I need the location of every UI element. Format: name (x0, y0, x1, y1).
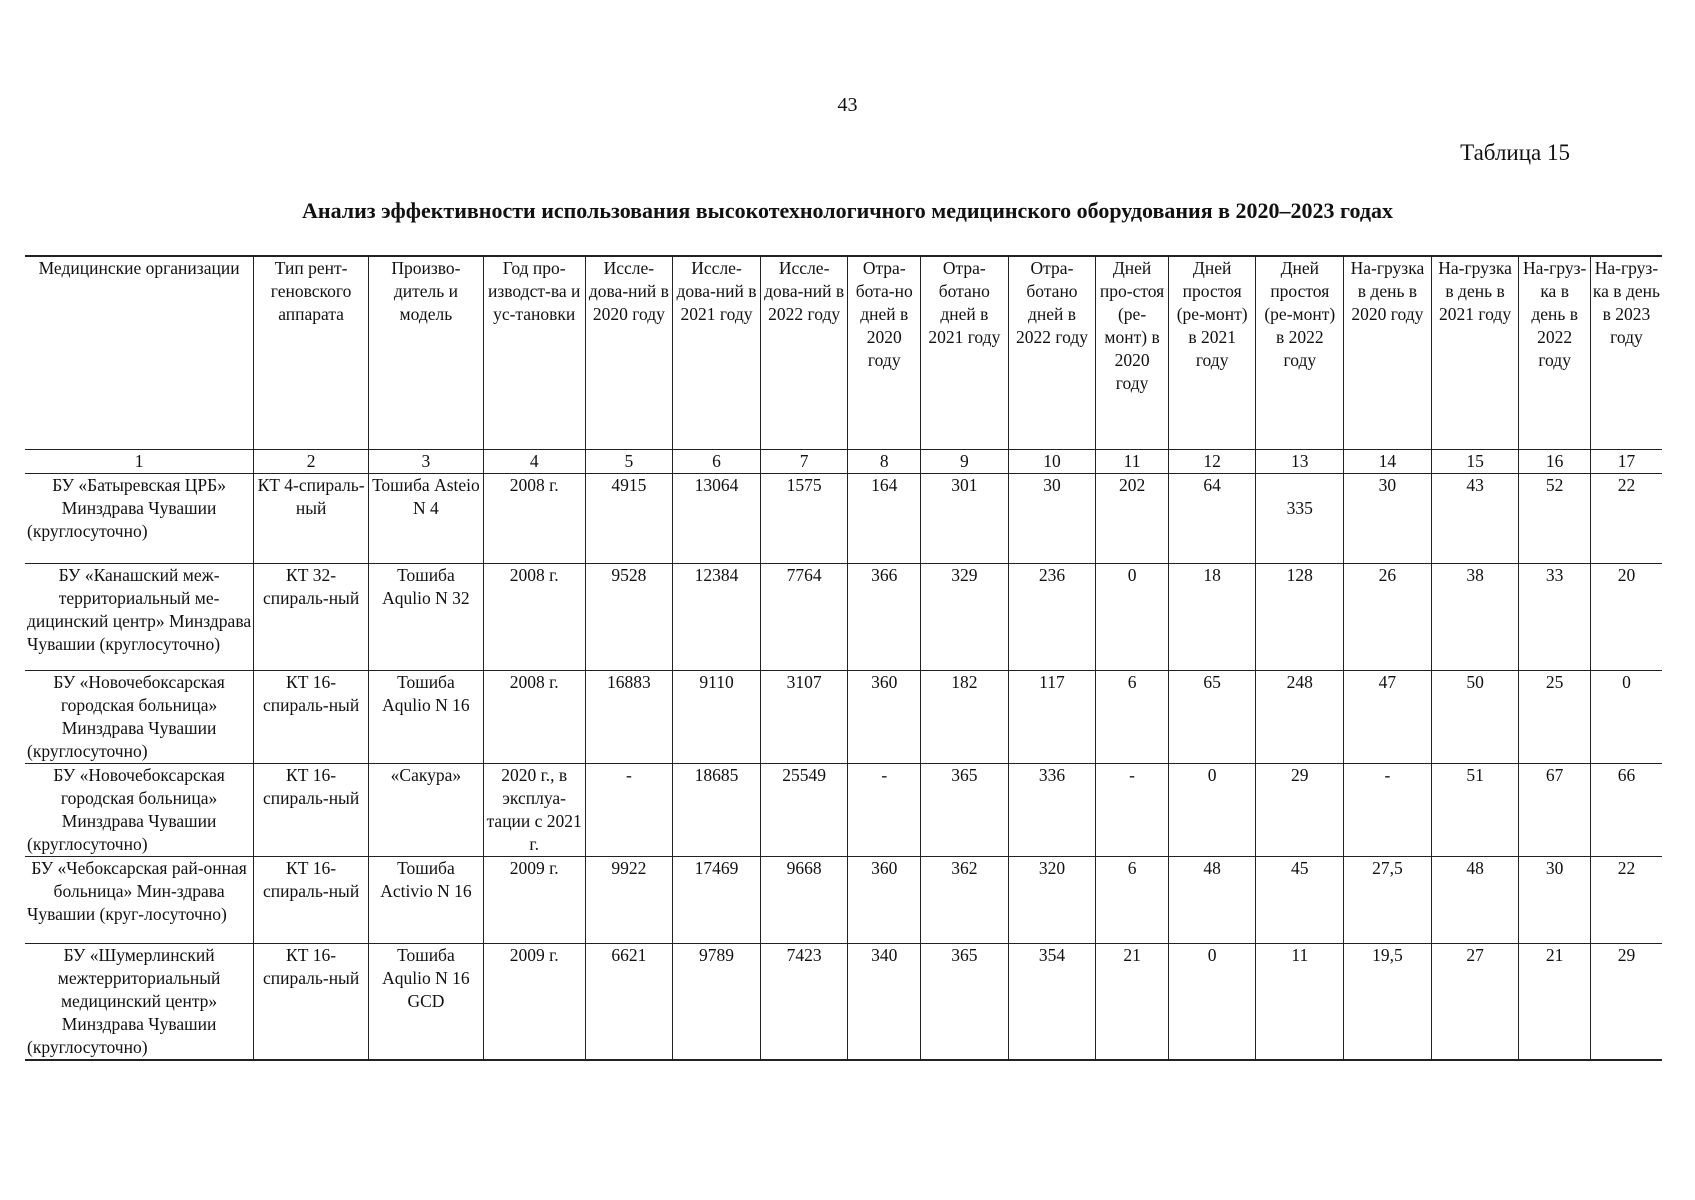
column-header: Произво-дитель и модель (369, 256, 484, 450)
column-number: 7 (760, 450, 848, 474)
table-cell: 65 (1168, 671, 1256, 764)
table-cell: - (848, 764, 921, 857)
table-cell: 33 (1519, 564, 1591, 671)
table-cell: 6621 (585, 944, 673, 1061)
column-header: На-груз-ка в день в 2022 году (1519, 256, 1591, 450)
table-row (25, 474, 1662, 564)
table-cell: 365 (921, 764, 1009, 857)
table-cell: 18 (1168, 564, 1256, 671)
table-cell: 335 (1256, 474, 1344, 564)
table-cell: 19,5 (1344, 944, 1432, 1061)
table-cell: 202 (1096, 474, 1169, 564)
column-header: Иссле-дова-ний в 2022 году (760, 256, 848, 450)
column-number: 1 (25, 450, 254, 474)
table-cell: 17469 (673, 857, 761, 944)
table-cell: КТ 32-спираль-ный (254, 564, 369, 671)
table-cell: 18685 (673, 764, 761, 857)
organization-cell: БУ «Канашский меж-территориальный ме-дицинский центр» Минздрава Чувашии (круглосуточно) (25, 564, 254, 671)
column-header: Дней простоя (ре-монт) в 2021 году (1168, 256, 1256, 450)
table-cell: 38 (1431, 564, 1519, 671)
table-cell: 48 (1431, 857, 1519, 944)
table-cell: Тошиба Aqulio N 16 (369, 671, 484, 764)
table-cell: 43 (1431, 474, 1519, 564)
table-cell: 3107 (760, 671, 848, 764)
table-cell: 7423 (760, 944, 848, 1061)
column-number: 3 (369, 450, 484, 474)
table-cell: 21 (1096, 944, 1169, 1061)
table-cell: 1575 (760, 474, 848, 564)
table-cell: 360 (848, 671, 921, 764)
table-cell: 6 (1096, 857, 1169, 944)
table-cell: 52 (1519, 474, 1591, 564)
organization-cell: БУ «Новочебоксарская городская больница» Минздрава Чувашии (круглосуточно) (25, 764, 254, 857)
column-header: Иссле-дова-ний в 2021 году (673, 256, 761, 450)
table-cell: 340 (848, 944, 921, 1061)
table-cell: Тошиба Aqulio N 32 (369, 564, 484, 671)
table-cell: 2020 г., в эксплуа-тации с 2021 г. (483, 764, 585, 857)
table-cell: 182 (921, 671, 1009, 764)
table-cell: 2009 г. (483, 857, 585, 944)
table-cell: 25549 (760, 764, 848, 857)
column-header: Дней простоя (ре-монт) в 2022 году (1256, 256, 1344, 450)
table-cell: 9110 (673, 671, 761, 764)
column-number: 4 (483, 450, 585, 474)
table-cell: 365 (921, 944, 1009, 1061)
table-cell: 27 (1431, 944, 1519, 1061)
column-number: 14 (1344, 450, 1432, 474)
table-cell: 47 (1344, 671, 1432, 764)
header-row (25, 256, 1662, 450)
table-cell: КТ 16-спираль-ный (254, 944, 369, 1061)
column-number: 9 (921, 450, 1009, 474)
table-cell: 0 (1168, 764, 1256, 857)
table-cell: 22 (1590, 857, 1662, 944)
table-cell: 51 (1431, 764, 1519, 857)
table-cell: 128 (1256, 564, 1344, 671)
table-cell: 320 (1008, 857, 1096, 944)
column-number: 17 (1590, 450, 1662, 474)
column-number: 15 (1431, 450, 1519, 474)
table-cell: 27,5 (1344, 857, 1432, 944)
equipment-efficiency-table (25, 255, 1662, 1061)
table-cell: 4915 (585, 474, 673, 564)
table-row (25, 857, 1662, 944)
table-cell: 301 (921, 474, 1009, 564)
table-cell: 164 (848, 474, 921, 564)
column-header: На-грузка в день в 2020 году (1344, 256, 1432, 450)
table-cell: 248 (1256, 671, 1344, 764)
table-cell: 45 (1256, 857, 1344, 944)
table-cell: 30 (1344, 474, 1432, 564)
table-cell: 362 (921, 857, 1009, 944)
table-cell: 11 (1256, 944, 1344, 1061)
table-cell: 67 (1519, 764, 1591, 857)
table-cell: 20 (1590, 564, 1662, 671)
table-row (25, 944, 1662, 1061)
table-row (25, 764, 1662, 857)
table-cell: Тошиба Activio N 16 (369, 857, 484, 944)
table-cell: КТ 4-спираль-ный (254, 474, 369, 564)
column-header: Год про-изводст-ва и ус-тановки (483, 256, 585, 450)
column-number: 13 (1256, 450, 1344, 474)
table-cell: 26 (1344, 564, 1432, 671)
table-cell: Тошиба Aqulio N 16 GCD (369, 944, 484, 1061)
table-cell: - (1096, 764, 1169, 857)
table-cell: - (585, 764, 673, 857)
table-cell: КТ 16-спираль-ный (254, 671, 369, 764)
table-cell: 48 (1168, 857, 1256, 944)
table-cell: 25 (1519, 671, 1591, 764)
column-header: Медицинские организации (25, 256, 254, 450)
column-header: На-грузка в день в 2021 году (1431, 256, 1519, 450)
table-cell: 354 (1008, 944, 1096, 1061)
table-cell: 360 (848, 857, 921, 944)
table-cell: 2008 г. (483, 564, 585, 671)
document-title: Анализ эффективности использования высокотехнологичного медицинского оборудования в 2020–2023 годах (302, 198, 1393, 223)
table-cell: 22 (1590, 474, 1662, 564)
table-cell: 366 (848, 564, 921, 671)
column-number: 16 (1519, 450, 1591, 474)
column-header: Отра-ботано дней в 2021 году (921, 256, 1009, 450)
table-cell: 9789 (673, 944, 761, 1061)
table-cell: 329 (921, 564, 1009, 671)
table-cell: 6 (1096, 671, 1169, 764)
organization-cell: БУ «Чебоксарская рай-онная больница» Мин-здрава Чувашии (круг-лосуточно) (25, 857, 254, 944)
column-number-row (25, 450, 1662, 474)
table-cell: 29 (1590, 944, 1662, 1061)
page-number: 43 (837, 94, 858, 116)
column-header: Дней про-стоя (ре-монт) в 2020 году (1096, 256, 1169, 450)
table-cell: 9922 (585, 857, 673, 944)
table-cell: 66 (1590, 764, 1662, 857)
table-cell: 30 (1519, 857, 1591, 944)
column-number: 10 (1008, 450, 1096, 474)
column-number: 2 (254, 450, 369, 474)
table-cell: КТ 16-спираль-ный (254, 764, 369, 857)
column-header: Тип рент-геновского аппарата (254, 256, 369, 450)
table-cell: - (1344, 764, 1432, 857)
column-number: 12 (1168, 450, 1256, 474)
table-cell: 21 (1519, 944, 1591, 1061)
table-cell: Тошиба Asteio N 4 (369, 474, 484, 564)
column-header: Отра-ботано дней в 2022 году (1008, 256, 1096, 450)
table-cell: 50 (1431, 671, 1519, 764)
table-cell: 16883 (585, 671, 673, 764)
column-number: 8 (848, 450, 921, 474)
organization-cell: БУ «Батыревская ЦРБ» Минздрава Чувашии (круглосуточно) (25, 474, 254, 564)
column-number: 5 (585, 450, 673, 474)
table-cell: 117 (1008, 671, 1096, 764)
column-number: 11 (1096, 450, 1169, 474)
table-cell: 64 (1168, 474, 1256, 564)
column-header: На-груз-ка в день в 2023 году (1590, 256, 1662, 450)
table-row (25, 671, 1662, 764)
table-cell: КТ 16-спираль-ный (254, 857, 369, 944)
table-cell: 2008 г. (483, 671, 585, 764)
organization-cell: БУ «Шумерлинский межтерриториальный медицинский центр» Минздрава Чувашии (круглосуточно) (25, 944, 254, 1061)
column-header: Отра-бота-но дней в 2020 году (848, 256, 921, 450)
table-cell: 2008 г. (483, 474, 585, 564)
table-label: Таблица 15 (1460, 140, 1570, 165)
table-cell: 236 (1008, 564, 1096, 671)
table-cell: 12384 (673, 564, 761, 671)
table-cell: 7764 (760, 564, 848, 671)
table-cell: 9528 (585, 564, 673, 671)
table-row (25, 564, 1662, 671)
table-cell: 0 (1168, 944, 1256, 1061)
table-cell: 13064 (673, 474, 761, 564)
table-cell: 0 (1590, 671, 1662, 764)
organization-cell: БУ «Новочебоксарская городская больница» Минздрава Чувашии (круглосуточно) (25, 671, 254, 764)
column-header: Иссле-дова-ний в 2020 году (585, 256, 673, 450)
table-cell: 2009 г. (483, 944, 585, 1061)
table-cell: 29 (1256, 764, 1344, 857)
column-number: 6 (673, 450, 761, 474)
table-cell: «Сакура» (369, 764, 484, 857)
table-cell: 9668 (760, 857, 848, 944)
table-cell: 30 (1008, 474, 1096, 564)
table-cell: 0 (1096, 564, 1169, 671)
table-cell: 336 (1008, 764, 1096, 857)
